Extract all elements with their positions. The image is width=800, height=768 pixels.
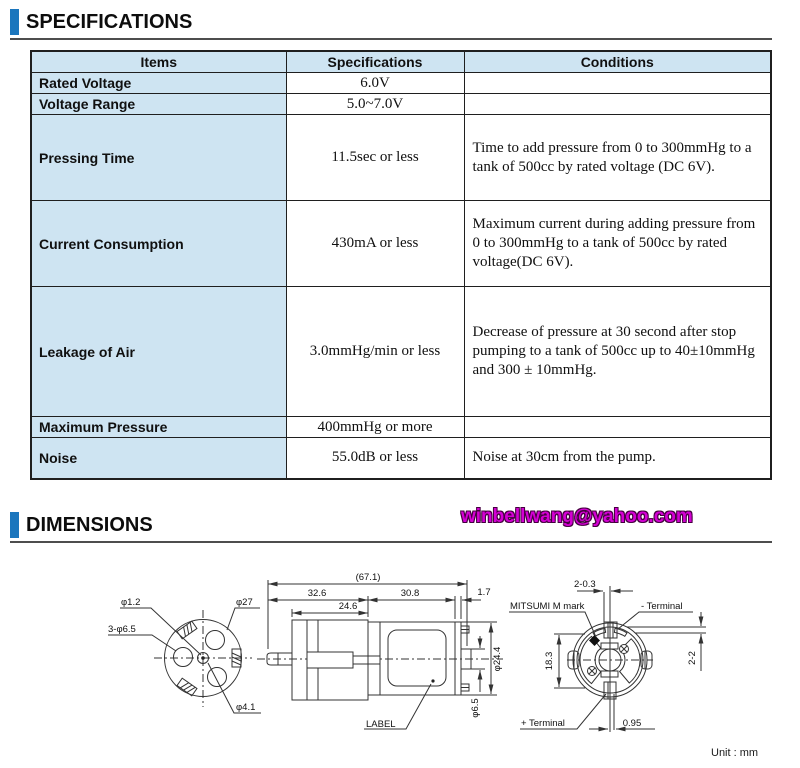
specifications-section-header bbox=[10, 6, 772, 40]
column-header-specifications: Specifications bbox=[286, 51, 464, 73]
condition-cell: Maximum current during adding pressure from 0 to 300mmHg to a tank of 500cc by rated voltage(DC 6V). bbox=[464, 201, 771, 287]
table-row-maximum-pressure bbox=[31, 417, 771, 438]
dim-boss-dia: φ4.1 bbox=[236, 702, 256, 713]
dim-rear-thickness: 1.7 bbox=[477, 587, 491, 598]
spec-cell: 6.0V bbox=[286, 73, 464, 94]
spec-cell: 5.0~7.0V bbox=[286, 94, 464, 115]
item-cell: Rated Voltage bbox=[31, 73, 286, 94]
condition-cell: Time to add pressure from 0 to 300mmHg to a tank of 500cc by rated voltage (DC 6V). bbox=[464, 115, 771, 201]
side-view bbox=[257, 572, 503, 730]
item-cell: Current Consumption bbox=[31, 201, 286, 287]
item-cell: Leakage of Air bbox=[31, 287, 286, 417]
item-cell: Pressing Time bbox=[31, 115, 286, 201]
label-callout: LABEL bbox=[366, 719, 396, 730]
table-row-current-consumption bbox=[31, 201, 771, 287]
m-mark-callout: MITSUMI M mark bbox=[510, 601, 585, 612]
dim-head-length: 24.6 bbox=[338, 601, 358, 612]
condition-cell bbox=[464, 417, 771, 438]
condition-cell bbox=[464, 73, 771, 94]
condition-cell: Noise at 30cm from the pump. bbox=[464, 438, 771, 479]
table-row-pressing-time bbox=[31, 115, 771, 201]
hatched-pad bbox=[177, 621, 197, 639]
unit-label: Unit : mm bbox=[711, 747, 759, 759]
table-row-leakage-of-air bbox=[31, 287, 771, 417]
dimensions-title: DIMENSIONS bbox=[26, 513, 153, 536]
item-cell: Maximum Pressure bbox=[31, 417, 286, 438]
dim-pump-length: 32.6 bbox=[307, 588, 327, 599]
dim-overall-length: (67.1) bbox=[355, 572, 381, 583]
section-accent-bar bbox=[10, 9, 19, 35]
spec-cell: 11.5sec or less bbox=[286, 115, 464, 201]
dim-terminal-offset: 0.95 bbox=[622, 718, 642, 729]
item-cell: Noise bbox=[31, 438, 286, 479]
item-cell: Voltage Range bbox=[31, 94, 286, 115]
specifications-title: SPECIFICATIONS bbox=[26, 10, 193, 33]
label-area bbox=[388, 630, 446, 686]
spec-cell: 3.0mmHg/min or less bbox=[286, 287, 464, 417]
front-view bbox=[108, 597, 261, 713]
condition-cell: Decrease of pressure at 30 second after stop pumping to a tank of 500cc up to 40±10mmHg and 300 ± 10mmHg. bbox=[464, 287, 771, 417]
dim-outer-dia: φ27 bbox=[236, 597, 253, 608]
dim-boss-dia-side: φ6.5 bbox=[470, 698, 481, 718]
specifications-table-wrap bbox=[30, 50, 772, 480]
spec-cell: 400mmHg or more bbox=[286, 417, 464, 438]
minus-terminal-callout: - Terminal bbox=[641, 601, 683, 612]
dim-mount-holes: 3-φ6.5 bbox=[108, 624, 136, 635]
table-row-voltage-range bbox=[31, 94, 771, 115]
dim-slot-width: 2-0.3 bbox=[574, 579, 596, 590]
spec-cell: 55.0dB or less bbox=[286, 438, 464, 479]
dim-hole-pitch: 18.3 bbox=[544, 651, 555, 671]
watermark-email: winbellwang@yahoo.com bbox=[461, 506, 693, 527]
dim-terminal-width: 2-2 bbox=[687, 651, 698, 665]
section-accent-bar bbox=[10, 512, 19, 538]
table-row-noise bbox=[31, 438, 771, 479]
dim-motor-length: 30.8 bbox=[400, 588, 420, 599]
dim-motor-dia: φ24.4 bbox=[492, 646, 503, 672]
condition-cell bbox=[464, 94, 771, 115]
dim-center-hole: φ1.2 bbox=[121, 597, 141, 608]
dimensions-drawing bbox=[0, 545, 800, 768]
rear-view bbox=[509, 579, 706, 732]
plus-terminal-callout: + Terminal bbox=[521, 718, 565, 729]
table-header-row bbox=[31, 51, 771, 73]
column-header-items: Items bbox=[31, 51, 286, 73]
table-row-rated-voltage bbox=[31, 73, 771, 94]
spec-cell: 430mA or less bbox=[286, 201, 464, 287]
specifications-table bbox=[30, 50, 772, 480]
column-header-conditions: Conditions bbox=[464, 51, 771, 73]
